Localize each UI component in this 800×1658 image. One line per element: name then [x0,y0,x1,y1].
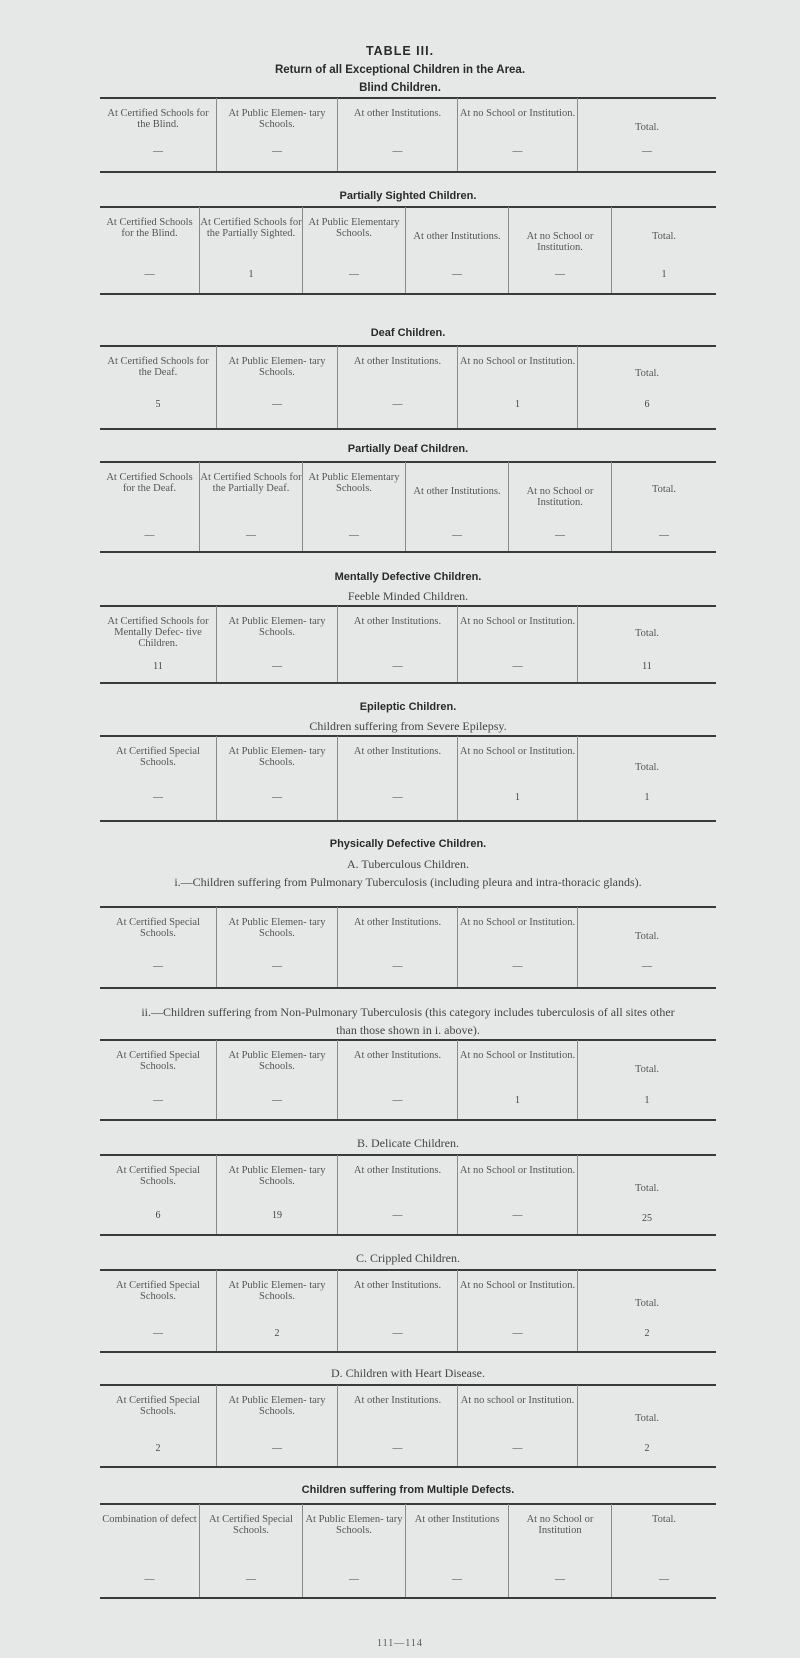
table-cell: At Public Elemen- tary Schools. — [217,736,338,820]
section-subtitle-crippled: C. Crippled Children. [356,1251,460,1265]
table-cell: At no School or Institution. 1 [458,1040,578,1119]
section-title-partially-deaf: Partially Deaf Children. [347,443,469,455]
heart-table [100,1385,716,1466]
table-cell: At other Institutions. — [338,1155,458,1234]
table-cell: At other Institutions. — [338,606,458,682]
table-cell: At Certified Special Schools. — [100,1040,217,1119]
section-title-blind: Blind Children. [359,82,441,94]
table-cell: At Certified Special Schools. — [100,907,217,987]
table-cell: At other Institutions. — [338,907,458,987]
table-cell: At Public Elemen- tary Schools. — [217,1040,338,1119]
table-cell: At Certified Schools for the Blind. — [100,207,200,293]
table-cell: Total. 11 [634,628,660,672]
table-cell: At other Institutions. — [406,207,509,293]
rule [100,428,716,430]
table-cell: At other Institutions. — [338,1040,458,1119]
pulmonary-note: i.—Children suffering from Pulmonary Tuberculosis (including pleura and intra-thoracic glands). [174,875,642,889]
table-cell: Total. 2 [634,1298,660,1339]
table-cell: At no School or Institution. — [509,462,612,551]
table-cell: At no School or Institution. — [509,207,612,293]
pulmonary-table [100,907,716,987]
section-title-physically-defective: Physically Defective Children. [329,838,487,850]
table-cell: At Certified Special Schools. — [100,736,217,820]
table-cell: At no School or Institution. 1 [458,736,578,820]
table-cell: At Public Elemen- tary Schools. 2 [217,1270,338,1351]
table-cell: Total. 2 [634,1413,660,1454]
table-cell: At no School or Institution — [509,1504,612,1597]
page-range: 111—114 [377,1638,423,1649]
table-cell: At Public Elementary Schools. — [303,462,406,551]
rule [100,987,716,989]
table-cell: At Certified Special Schools. — [100,1270,217,1351]
partially-sighted-table [100,207,716,293]
section-subtitle-delicate: B. Delicate Children. [357,1136,459,1150]
table-cell: At no School or Institution. — [458,98,578,171]
table-cell: At other Institutions. — [338,346,458,428]
table-cell: At Certified Schools for the Deaf. 5 [100,346,217,428]
table-cell: At other Institutions. — [338,1385,458,1466]
multiple-defects-table [100,1504,716,1597]
rule [100,551,716,553]
section-title-partially-sighted: Partially Sighted Children. [339,190,477,202]
rule [100,1351,716,1353]
table-cell: At no School or Institution. — [458,1155,578,1234]
table-cell: At no School or Institution. — [458,907,578,987]
table-cell: At Public Elemen- tary Schools. 19 [217,1155,338,1234]
table-cell: At Certified Schools for the Blind. — [100,98,217,171]
section-title-epileptic: Epileptic Children. [359,701,457,713]
rule [100,1597,716,1599]
table-cell: Total. 25 [634,1183,660,1224]
table-subtitle: Return of all Exceptional Children in the Area. [274,64,526,76]
table-cell: At Certified Schools for the Partially Sighted. 1 [200,207,303,293]
rule [100,820,716,822]
table-cell: Total. 1 [634,1064,660,1106]
table-cell: Total. — [651,1514,677,1585]
table-cell: At Public Elementary Schools. — [303,207,406,293]
rule [100,1119,716,1121]
table-cell: At other Institutions. — [338,98,458,171]
table-cell: Total. 1 [634,762,660,803]
rule [100,1466,716,1468]
table-cell: Total. — [634,122,660,157]
table-cell: At other Institutions. — [406,462,509,551]
crippled-table [100,1270,716,1351]
partially-deaf-table [100,462,716,551]
section-subtitle-heart: D. Children with Heart Disease. [331,1366,485,1380]
table-cell: At no School or Institution. — [458,606,578,682]
table-cell: At no school or Institution. — [458,1385,578,1466]
non-pulmonary-table [100,1040,716,1119]
table-cell: Total. 6 [634,368,660,410]
table-cell: At Public Elemen- tary Schools. — [217,907,338,987]
table-title: TABLE III. [365,44,435,58]
rule [100,171,716,173]
table-cell: Total. — [651,484,677,541]
table-cell: At Public Elemen- tary Schools. — [217,98,338,171]
section-subtitle: A. Tuberculous Children. [346,857,469,871]
epileptic-table [100,736,716,820]
table-cell: Total. 1 [651,231,677,280]
delicate-table [100,1155,716,1234]
table-cell: At Public Elemen- tary Schools. — [217,1385,338,1466]
section-title-mentally-defective: Mentally Defective Children. [334,571,482,583]
rule [100,293,716,295]
blind-table [100,98,716,171]
table-cell: At Public Elemen- tary Schools. — [303,1504,406,1597]
table-cell: At other Institutions. — [338,736,458,820]
table-cell: At Public Elemen- tary Schools. — [217,606,338,682]
rule [100,1234,716,1236]
deaf-table [100,346,716,428]
table-cell: At no School or Institution. — [458,1270,578,1351]
table-cell: At no School or Institution. 1 [458,346,578,428]
table-cell: At Certified Schools for the Partially Deaf. — [200,462,303,551]
table-cell: At Certified Schools for the Deaf. — [100,462,200,551]
mentally-defective-table [100,606,716,682]
non-pulmonary-note: ii.—Children suffering from Non-Pulmonary Tuberculosis (this category includes tuberculosis of all sites other than those shown in i. above). [141,1005,675,1037]
table-cell: At other Institutions — [406,1504,509,1597]
table-cell: At Certified Special Schools. — [200,1504,303,1597]
table-cell: Total. — [634,931,660,972]
table-cell: At other Institutions. — [338,1270,458,1351]
table-cell: At Public Elemen- tary Schools. — [217,346,338,428]
section-title-multiple-defects: Children suffering from Multiple Defects. [301,1484,515,1496]
section-subtitle: Children suffering from Severe Epilepsy. [309,719,507,733]
table-cell: At Certified Special Schools. 2 [100,1385,217,1466]
table-cell: Combination of defect — [100,1504,200,1597]
section-title-deaf: Deaf Children. [370,327,446,339]
table-cell: At Certified Special Schools. 6 [100,1155,217,1234]
table-cell: At Certified Schools for Mentally Defec- tive Children. 11 [100,606,217,682]
rule [100,682,716,684]
section-subtitle: Feeble Minded Children. [347,589,469,603]
